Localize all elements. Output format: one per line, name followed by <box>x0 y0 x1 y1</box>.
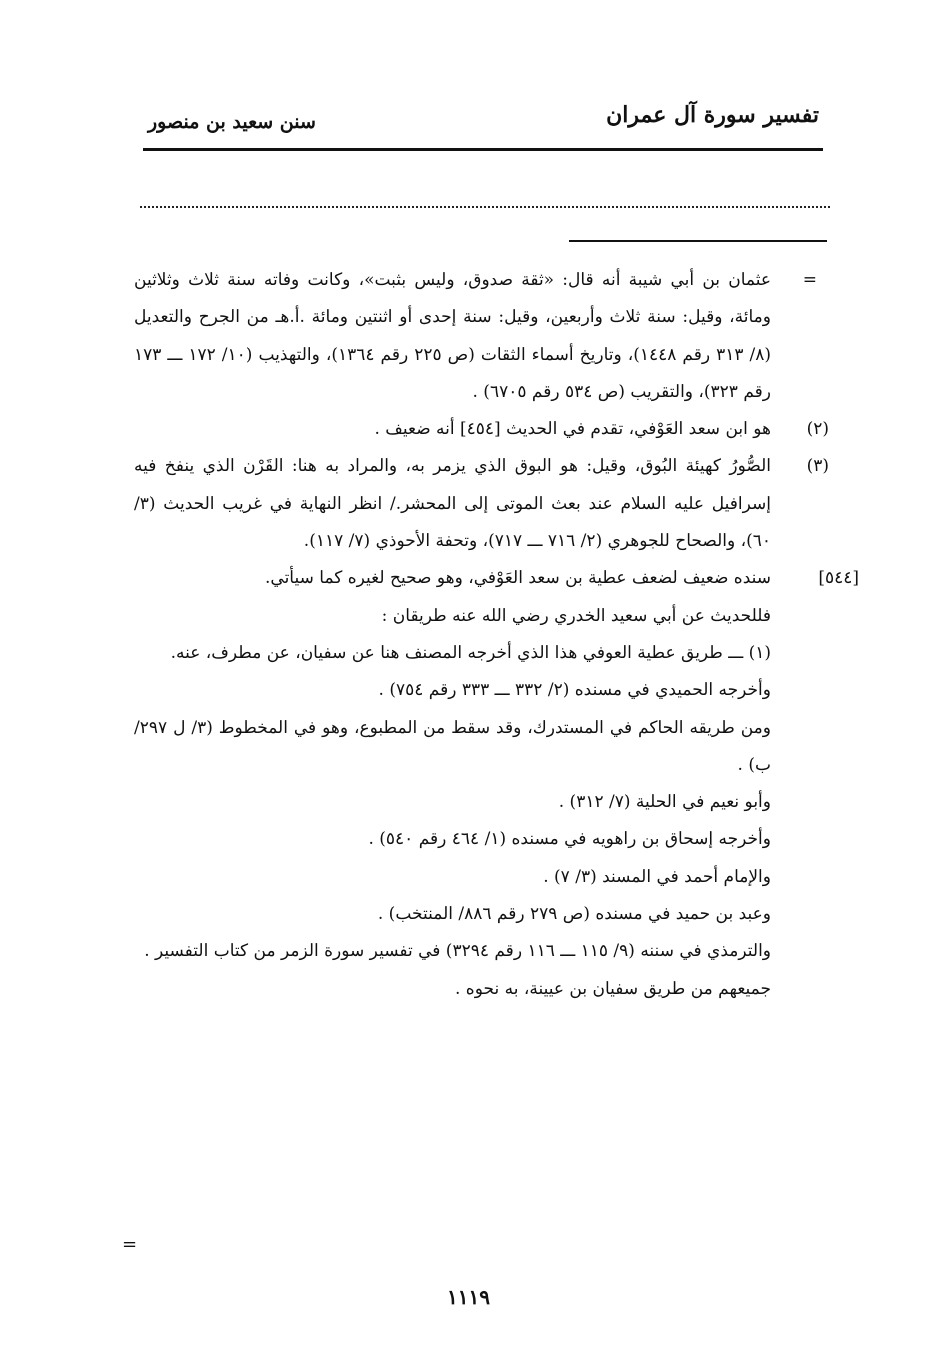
header-rule <box>143 148 823 151</box>
footnote-number: (٢) <box>806 419 829 440</box>
commentary-paragraph: وأخرجه إسحاق بن راهويه في مسنده (١/ ٤٦٤ رقم ٥٤٠) . <box>368 829 771 850</box>
footnote-separator-rule <box>569 240 827 242</box>
footnote-text: هو ابن سعد العَوْفي، تقدم في الحديث [٤٥٤] أنه ضعيف . <box>374 419 771 440</box>
commentary-paragraph: وأخرجه الحميدي في مسنده (٢/ ٣٣٢ ـــ ٣٣٣ رقم ٧٥٤) . <box>378 680 771 701</box>
commentary-paragraph: والترمذي في سننه (٩/ ١١٥ ـــ ١١٦ رقم ٣٢٩٤) في تفسير سورة الزمر من كتاب التفسير . <box>144 941 771 962</box>
page-continuation-marker: = <box>122 1234 138 1255</box>
page-number: ١١١٩ <box>447 1285 490 1309</box>
footnote-3 <box>134 448 829 560</box>
hadith-commentary <box>134 560 859 1008</box>
running-header-book: سنن سعيد بن منصور <box>148 111 316 133</box>
footnote-2 <box>134 411 829 448</box>
commentary-paragraph: وعبد بن حميد في مسنده (ص ٢٧٩ رقم ٨٨٦/ المنتخب) . <box>377 904 771 925</box>
commentary-paragraph: والإمام أحمد في المسند (٣/ ٧) . <box>543 866 771 887</box>
commentary-paragraph: جميعهم من طريق سفيان بن عيينة، به نحوه . <box>454 978 771 999</box>
footnote-continuation <box>134 262 829 411</box>
commentary-paragraph: فللحديث عن أبي سعيد الخدري رضي الله عنه طريقان : <box>381 605 771 626</box>
running-header-chapter: تفسير سورة آل عمران <box>606 102 819 128</box>
continuation-marker: = <box>802 270 817 290</box>
footnote-number: (٣) <box>806 456 829 477</box>
commentary-paragraph: (١) ـــ طريق عطية العوفي هذا الذي أخرجه المصنف هنا عن سفيان، عن مطرف، عنه. <box>170 642 771 663</box>
footnote-text: الصُّورُ كهيئة البُوق، وقيل: هو البوق الذي يزمر به، والمراد به هنا: القَرْن الذي ينفخ فيه إسرافيل عليه السلام عند بعث الموتى إلى المحشر./ انظر النهاية في غريب الحديث (٣/ ٦٠)، والصحاح للجوهري (٢/ ٧١٦ ـــ ٧١٧)، وتحفة الأحوذي (٧/ ١١٧). <box>134 456 771 552</box>
commentary-paragraph: ومن طريقه الحاكم في المستدرك، وقد سقط من المطبوع، وهو في المخطوط (٣/ ل ٢٩٧/ ب) . <box>134 717 772 775</box>
footnotes-body <box>134 262 859 1008</box>
commentary-paragraph: سنده ضعيف لضعف عطية بن سعد العَوْفي، وهو صحيح لغيره كما سيأتي. <box>265 568 771 589</box>
hadith-reference-number: [٥٤٤] <box>818 568 859 589</box>
omission-dotted-line <box>140 206 830 208</box>
commentary-paragraph: وأبو نعيم في الحلية (٧/ ٣١٢) . <box>558 792 771 813</box>
footnote-text: عثمان بن أبي شيبة أنه قال: «ثقة صدوق، وليس بثبت»، وكانت وفاته سنة ثلاث وثلاثين ومائة، وقيل: سنة ثلاث وأربعين، وقيل: سنة إحدى أو اثنتين ومائة .أ.هـ من الجرح والتعديل (٨/ ٣١٣ رقم ١٤٤٨)، وتاريخ أسماء الثقات (ص ٢٢٥ رقم ١٣٦٤)، والتهذيب (١٠/ ١٧٢ ـــ ١٧٣ رقم ٣٢٣)، والتقريب (ص ٥٣٤ رقم ٦٧٠٥) . <box>134 270 771 402</box>
